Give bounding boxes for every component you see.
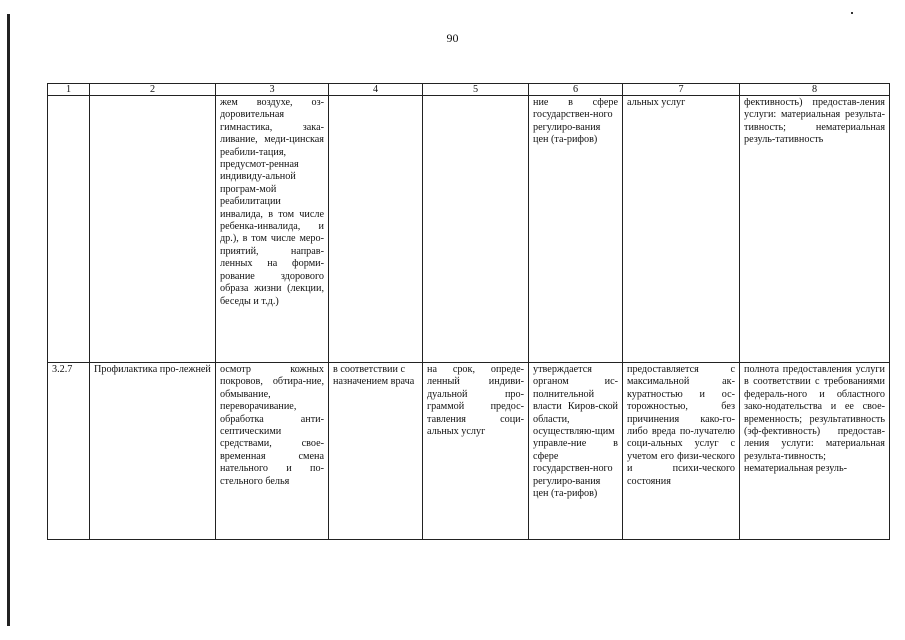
column-number: 3: [216, 84, 329, 96]
scan-speck: [851, 12, 853, 14]
cell-norms: [329, 96, 423, 363]
column-number: 4: [329, 84, 423, 96]
column-number: 7: [623, 84, 740, 96]
cell-quality-indicators: полнота предоставления услуги в соответствии с требованиями федераль-ного и областного зако-нодательства и ее свое-временность; результативность (эф-фективность) предостав-ления услуги: материальная результа-тивность; нематериальная резуль-: [740, 363, 890, 540]
services-table: [47, 83, 890, 540]
cell-norms: в соответствии с назначением врача: [329, 363, 423, 540]
cell-item-number: 3.2.7: [48, 363, 90, 540]
cell-item-number: [48, 96, 90, 363]
cell-quality-indicators: фективность) предостав-ления услуги: материальная результа-тивность; нематериальная резуль-тативность: [740, 96, 890, 363]
column-number: 6: [529, 84, 623, 96]
table-row: [48, 363, 890, 540]
cell-tariff: ние в сфере государствен-ного регулиро-вания цен (та-рифов): [529, 96, 623, 363]
cell-conditions: альных услуг: [623, 96, 740, 363]
cell-service-name: [90, 96, 216, 363]
cell-service-description: жем воздухе, оз-доровительная гимнастика, зака-ливание, меди-цинская реабили-тация, предусмот-ренная индивиду-альной програм-мой реабилитации инвалида, в том числе ребенка-инвалида, и др.), в том числе меро-приятий, направ-ленных на форми-рование здорового образа жизни (лекции, беседы и т.д.): [216, 96, 329, 363]
cell-term: [423, 96, 529, 363]
table-row: [48, 96, 890, 363]
column-number: 2: [90, 84, 216, 96]
table-header-row: [48, 84, 890, 96]
page-number: 90: [446, 31, 459, 45]
column-number: 5: [423, 84, 529, 96]
column-number: 1: [48, 84, 90, 96]
column-number: 8: [740, 84, 890, 96]
cell-term: на срок, опреде-ленный индиви-дуальной про-граммой предос-тавления соци-альных услуг: [423, 363, 529, 540]
cell-service-description: осмотр кожных покровов, обтира-ние, обмывание, переворачивание, обработка анти-септическими средствами, свое-временная смена нательного и по-стельного белья: [216, 363, 329, 540]
scan-edge-bar: [7, 14, 10, 626]
cell-service-name: Профилактика про-лежней: [90, 363, 216, 540]
cell-tariff: утверждается органом ис-полнительной власти Киров-ской области, осуществляю-щим управле-ние в сфере государствен-ного регулиро-вания цен (та-рифов): [529, 363, 623, 540]
cell-conditions: предоставляется с максимальной ак-куратностью и ос-торожностью, без причинения како-го-либо вреда по-лучателю соци-альных услуг с учетом его физи-ческого и психи-ческого состояния: [623, 363, 740, 540]
